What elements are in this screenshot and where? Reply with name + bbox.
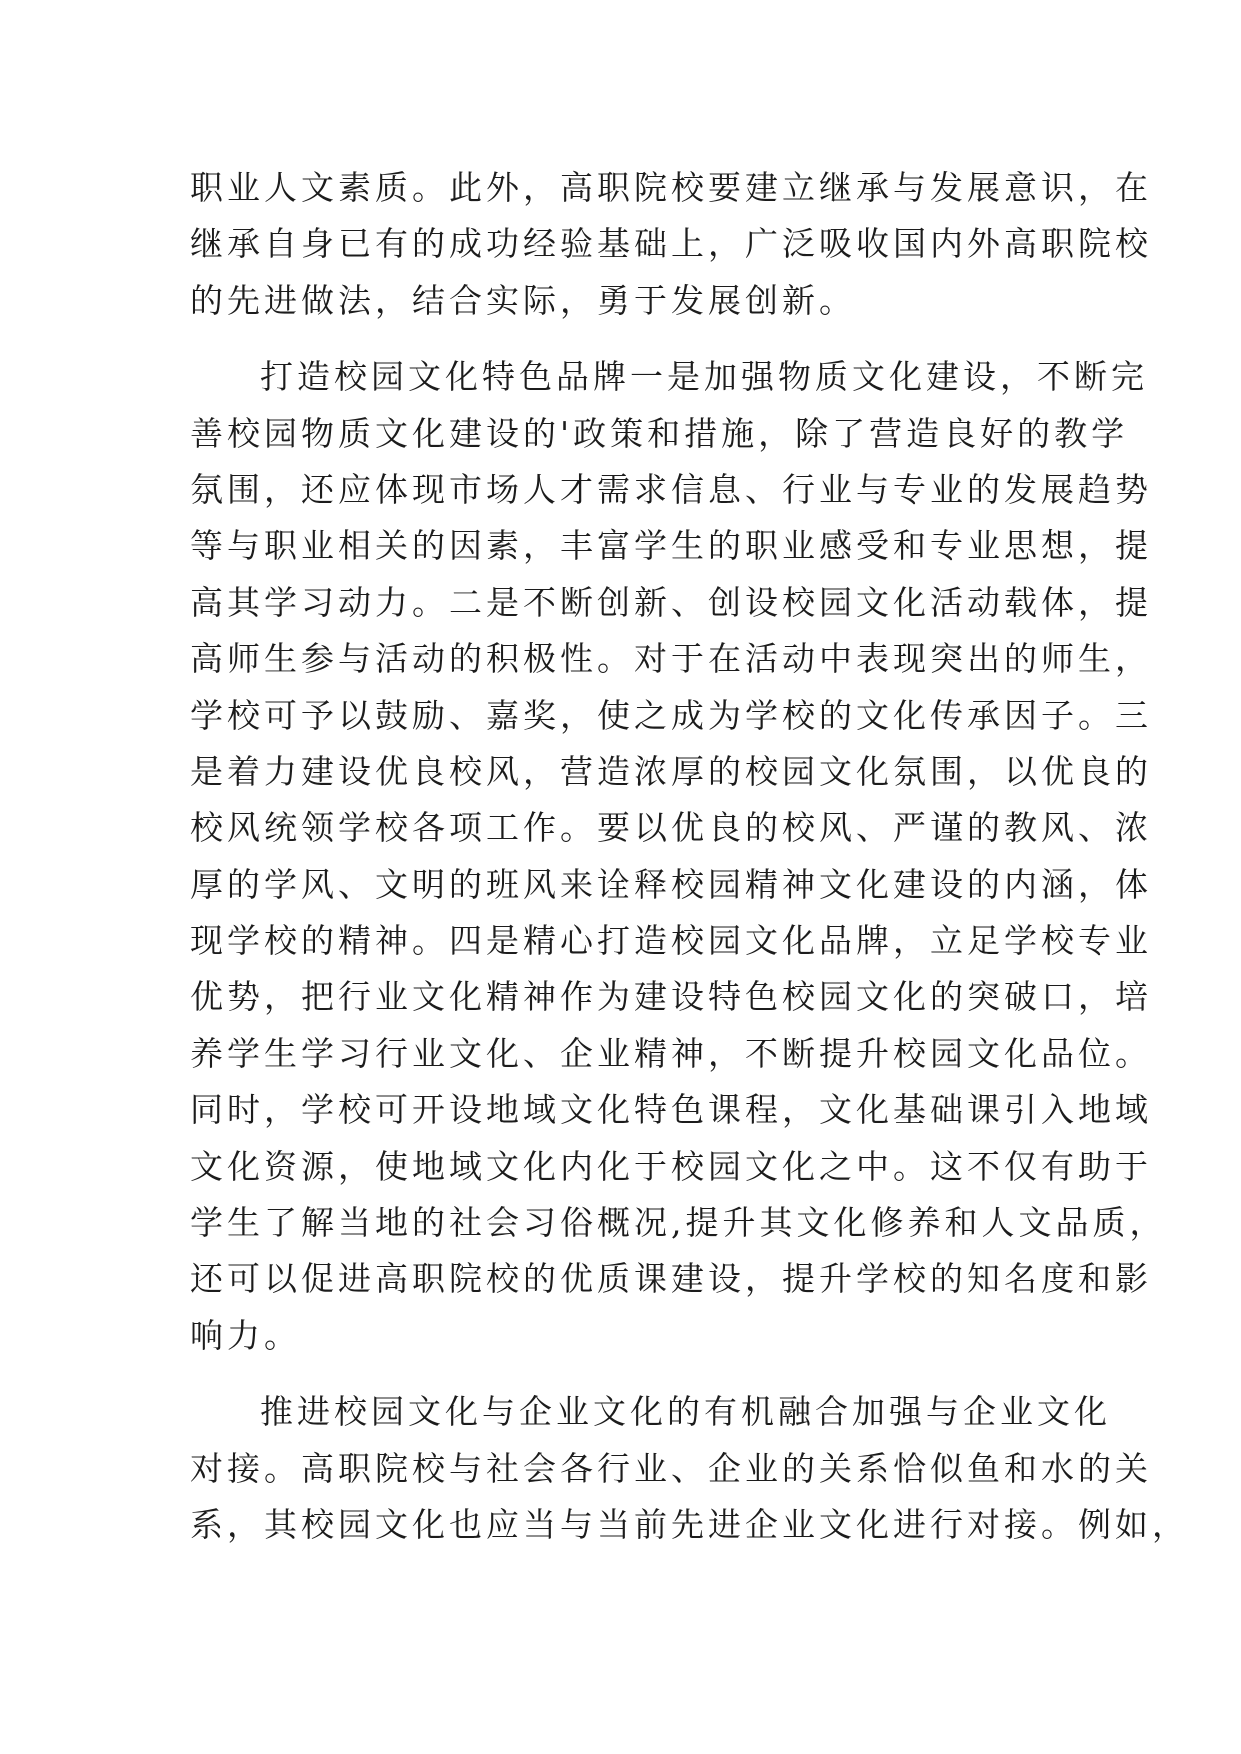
text-line: 氛围，还应体现市场人才需求信息、行业与专业的发展趋势: [190, 469, 1152, 509]
text-line: 学生了解当地的社会习俗概况,提升其文化修养和人文品质，: [190, 1203, 1167, 1243]
text-line: 继承自身已有的成功经验基础上，广泛吸收国内外高职院校: [190, 224, 1152, 264]
text-line: 善校园物质文化建设的'政策和措施，除了营造良好的教学: [190, 413, 1129, 453]
text-line: 职业人文素质。此外，高职院校要建立继承与发展意识，在: [190, 168, 1152, 207]
text-line: 优势，把行业文化精神作为建设特色校园文化的突破口，培: [190, 977, 1152, 1017]
text-line: 学校可予以鼓励、嘉奖，使之成为学校的文化传承因子。三: [190, 695, 1152, 735]
text-line: 养学生学习行业文化、企业精神，不断提升校园文化品位。: [190, 1033, 1152, 1073]
text-line: 还可以促进高职院校的优质课建设，提升学校的知名度和影: [190, 1259, 1152, 1299]
body-text: [190, 160, 1189, 1553]
text-line: 系，其校园文化也应当与当前先进企业文化进行对接。例如，: [190, 1504, 1189, 1544]
paragraph-spacer: [190, 1364, 1070, 1384]
paragraph-1: [190, 160, 1152, 329]
text-line: 高师生参与活动的积极性。对于在活动中表现突出的师生，: [190, 639, 1152, 679]
paragraph-2: [190, 349, 1167, 1364]
paragraph-spacer: [190, 329, 1070, 349]
text-line: 的先进做法，结合实际，勇于发展创新。: [190, 280, 856, 320]
text-line: 打造校园文化特色品牌一是加强物质文化建设，不断完: [260, 357, 1148, 397]
text-line: 高其学习动力。二是不断创新、创设校园文化活动载体，提: [190, 582, 1152, 622]
text-line: 是着力建设优良校风，营造浓厚的校园文化氛围，以优良的: [190, 751, 1152, 791]
text-line: 响力。: [190, 1315, 301, 1355]
text-line: 同时，学校可开设地域文化特色课程，文化基础课引入地域: [190, 1090, 1152, 1130]
text-line: 现学校的精神。四是精心打造校园文化品牌，立足学校专业: [190, 921, 1152, 961]
text-line: 对接。高职院校与社会各行业、企业的关系恰似鱼和水的关: [190, 1448, 1152, 1488]
text-line: 推进校园文化与企业文化的有机融合加强与企业文化: [260, 1392, 1111, 1432]
paragraph-3: [190, 1384, 1189, 1553]
text-line: 厚的学风、文明的班风来诠释校园精神文化建设的内涵，体: [190, 864, 1152, 904]
text-line: 文化资源，使地域文化内化于校园文化之中。这不仅有助于: [190, 1146, 1152, 1186]
text-line: 等与职业相关的因素，丰富学生的职业感受和专业思想，提: [190, 526, 1152, 566]
text-line: 校风统领学校各项工作。要以优良的校风、严谨的教风、浓: [190, 808, 1152, 848]
